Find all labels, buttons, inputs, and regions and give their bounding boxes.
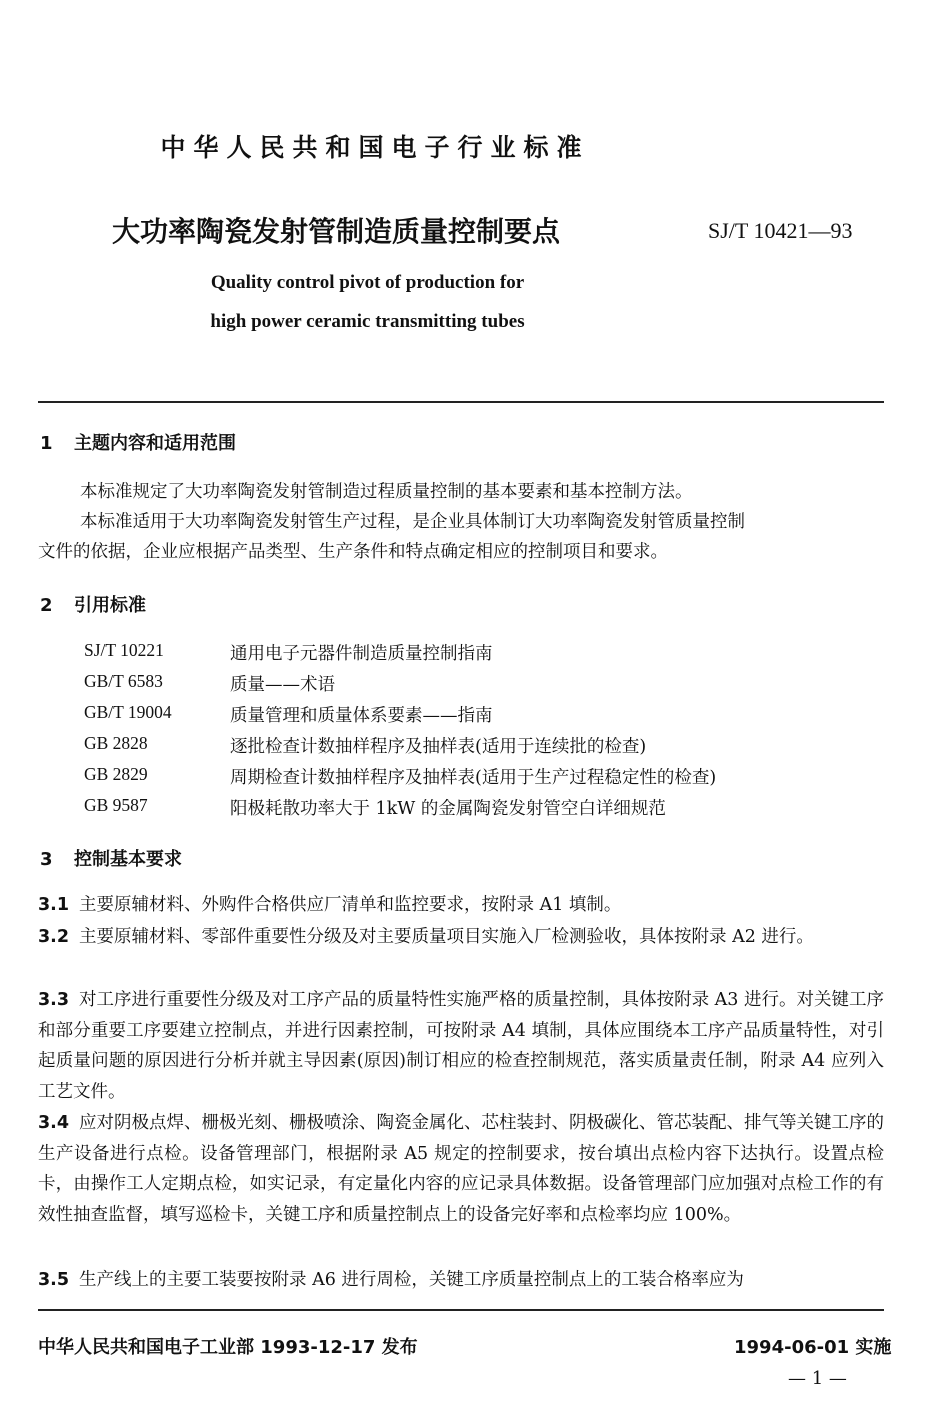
section-title: 主题内容和适用范围 xyxy=(74,433,236,454)
section-number: 3 xyxy=(40,849,53,870)
clause-3-4 xyxy=(38,1108,884,1230)
section-1-paragraph-2-line1: 本标准适用于大功率陶瓷发射管生产过程，是企业具体制订大功率陶瓷发射管质量控制 xyxy=(80,512,745,532)
clause-number: 3.5 xyxy=(38,1270,70,1290)
section-number: 2 xyxy=(40,595,53,616)
clause-3-5 xyxy=(38,1265,884,1296)
reference-title: 质量管理和质量体系要素——指南 xyxy=(230,706,493,726)
reference-code: GB 9587 xyxy=(84,795,148,815)
clause-text: 主要原辅材料、零部件重要性分级及对主要质量项目实施入厂检测验收，具体按附录 A2 进行。 xyxy=(79,927,814,947)
document-title-en-line1: Quality control pivot of production for xyxy=(210,272,525,293)
issue-date: 中华人民共和国电子工业部 1993-12-17 发布 xyxy=(38,1337,418,1358)
section-3-heading xyxy=(40,845,182,871)
section-number: 1 xyxy=(40,433,53,454)
clause-text: 主要原辅材料、外购件合格供应厂清单和监控要求，按附录 A1 填制。 xyxy=(79,895,622,915)
clause-text: 应对阴极点焊、栅极光刻、栅极喷涂、陶瓷金属化、芯柱装封、阴极碳化、管芯装配、排气等关键工序的生产设备进行点检。设备管理部门，根据附录 A5 规定的控制要求，按台填出点检内容下达执行。设置点检卡，由操作工人定期点检，如实记录，有定量化内容的应记录具体数据。设备管理部门应加强对点检工作的有效性抽查监督，填写巡检卡，关键工序和质量控制点上的设备完好率和点检率均应 100%。 xyxy=(38,1113,885,1225)
issuing-authority-title: 中华人民共和国电子行业标准 xyxy=(160,133,590,162)
clause-text: 对工序进行重要性分级及对工序产品的质量特性实施严格的质量控制，具体按附录 A3 进行。对关键工序和部分重要工序要建立控制点，并进行因素控制，可按附录 A4 填制，具体应围绕本工序产品质量特性，对引起质量问题的原因进行分析并就主导因素(原因)制订相应的检查控制规范，落实质量责任制，附录 A4 应列入工艺文件。 xyxy=(38,990,884,1102)
section-title: 控制基本要求 xyxy=(74,849,182,870)
reference-code: GB/T 6583 xyxy=(84,671,163,691)
clause-number: 3.4 xyxy=(38,1113,70,1133)
clause-3-3 xyxy=(38,985,884,1107)
reference-title: 阳极耗散功率大于 1kW 的金属陶瓷发射管空白详细规范 xyxy=(230,799,666,819)
reference-title: 通用电子元器件制造质量控制指南 xyxy=(230,644,493,664)
reference-title: 周期检查计数抽样程序及抽样表(适用于生产过程稳定性的检查) xyxy=(230,768,717,788)
reference-code: GB/T 19004 xyxy=(84,702,172,722)
clause-number: 3.2 xyxy=(38,927,70,947)
document-title-cn: 大功率陶瓷发射管制造质量控制要点 xyxy=(112,215,561,248)
top-divider xyxy=(38,401,884,403)
section-2-heading xyxy=(40,591,146,617)
clause-number: 3.3 xyxy=(38,990,70,1010)
section-1-heading xyxy=(40,429,236,455)
clause-text: 生产线上的主要工装要按附录 A6 进行周检，关键工序质量控制点上的工装合格率应为 xyxy=(79,1270,744,1290)
section-1-paragraph-2-line2: 文件的依据，企业应根据产品类型、生产条件和特点确定相应的控制项目和要求。 xyxy=(38,542,668,562)
section-1-paragraph-1: 本标准规定了大功率陶瓷发射管制造过程质量控制的基本要素和基本控制方法。 xyxy=(80,482,693,502)
reference-code: GB 2829 xyxy=(84,764,148,784)
clause-3-2 xyxy=(38,922,884,953)
clause-number: 3.1 xyxy=(38,895,70,915)
reference-title: 逐批检查计数抽样程序及抽样表(适用于连续批的检查) xyxy=(230,737,647,757)
reference-title: 质量——术语 xyxy=(230,675,335,695)
reference-code: GB 2828 xyxy=(84,733,148,753)
effective-date: 1994-06-01 实施 xyxy=(734,1337,892,1358)
footer-divider xyxy=(38,1309,884,1311)
document-title-en-line2: high power ceramic transmitting tubes xyxy=(210,311,525,332)
page-number: — 1 — xyxy=(788,1368,847,1389)
standard-number: SJ/T 10421—93 xyxy=(708,218,853,243)
section-title: 引用标准 xyxy=(74,595,146,616)
reference-code: SJ/T 10221 xyxy=(84,640,164,660)
clause-3-1 xyxy=(38,890,884,921)
